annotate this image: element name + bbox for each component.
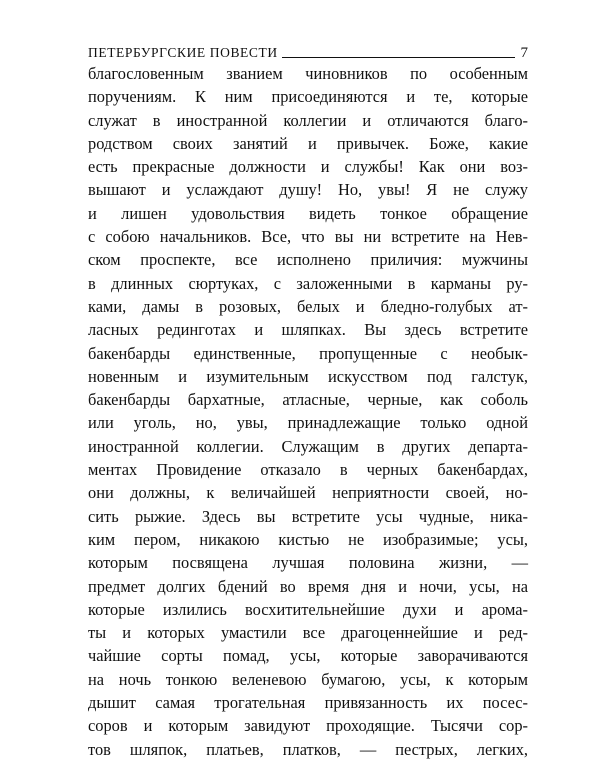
text-line: иностранной коллегии. Служащим в других департа- bbox=[88, 436, 528, 456]
text-line: сить рыжие. Здесь вы встретите усы чудные, ника- bbox=[88, 506, 528, 526]
text-line: они должны, к величайшей неприятности своей, но- bbox=[88, 483, 528, 503]
text-line: соров и которым завидуют проходящие. Тысячи сор- bbox=[88, 716, 528, 736]
text-body bbox=[88, 62, 528, 761]
text-line: ментах Провидение отказало в черных бакенбардах, bbox=[88, 460, 528, 480]
text-line: ким пером, никакою кистью не изобразимые; усы, bbox=[88, 529, 528, 549]
running-title: ПЕТЕРБУРГСКИЕ ПОВЕСТИ bbox=[88, 45, 278, 60]
text-line: родством своих занятий и привычек. Боже, какие bbox=[88, 133, 528, 153]
text-line: служат в иностранной коллегии и отличаются благо- bbox=[88, 110, 528, 130]
text-line: которым посвящена лучшая половина жизни, — bbox=[88, 553, 528, 573]
text-line: вышают и услаждают душу! Но, увы! Я не служу bbox=[88, 180, 528, 200]
text-line: поручениям. К ним присоединяются и те, которые bbox=[88, 87, 528, 107]
page-number: 7 bbox=[520, 45, 528, 61]
text-line: тов шляпок, платьев, платков, — пестрых, легких, bbox=[88, 739, 528, 759]
text-line: с собою начальников. Все, что вы ни встретите на Нев- bbox=[88, 227, 528, 247]
header-rule bbox=[282, 57, 515, 58]
text-line: бакенбарды бархатные, атласные, черные, как соболь bbox=[88, 390, 528, 410]
text-line: ском проспекте, все исполнено приличия: мужчины bbox=[88, 250, 528, 270]
text-line: ками, дамы в розовых, белых и бледно-голубых ат- bbox=[88, 296, 528, 316]
text-line: новенным и изумительным искусством под галстук, bbox=[88, 366, 528, 386]
text-line: бакенбарды единственные, пропущенные с необык- bbox=[88, 343, 528, 363]
text-line: есть прекрасные должности и службы! Как они воз- bbox=[88, 157, 528, 177]
running-header bbox=[88, 38, 528, 60]
text-line: или уголь, но, увы, принадлежащие только одной bbox=[88, 413, 528, 433]
text-line: ты и которых умастили все драгоценнейшие и ред- bbox=[88, 623, 528, 643]
text-line: дышит самая трогательная привязанность их посес- bbox=[88, 693, 528, 713]
text-line: и лишен удовольствия видеть тонкое обращение bbox=[88, 203, 528, 223]
text-line: на ночь тонкою веленевою бумагою, усы, к которым bbox=[88, 669, 528, 689]
text-line: ласных редингoтах и шляпках. Вы здесь встретите bbox=[88, 320, 528, 340]
text-line: которые излились восхитительнейшие духи и арома- bbox=[88, 599, 528, 619]
text-line: чайшие сорты помад, усы, которые заворачиваются bbox=[88, 646, 528, 666]
text-line: благословенным званием чиновников по особенным bbox=[88, 64, 528, 83]
text-line: предмет долгих бдений во время дня и ночи, усы, на bbox=[88, 576, 528, 596]
text-line: в длинных сюртуках, с заложенными в карманы ру- bbox=[88, 273, 528, 293]
